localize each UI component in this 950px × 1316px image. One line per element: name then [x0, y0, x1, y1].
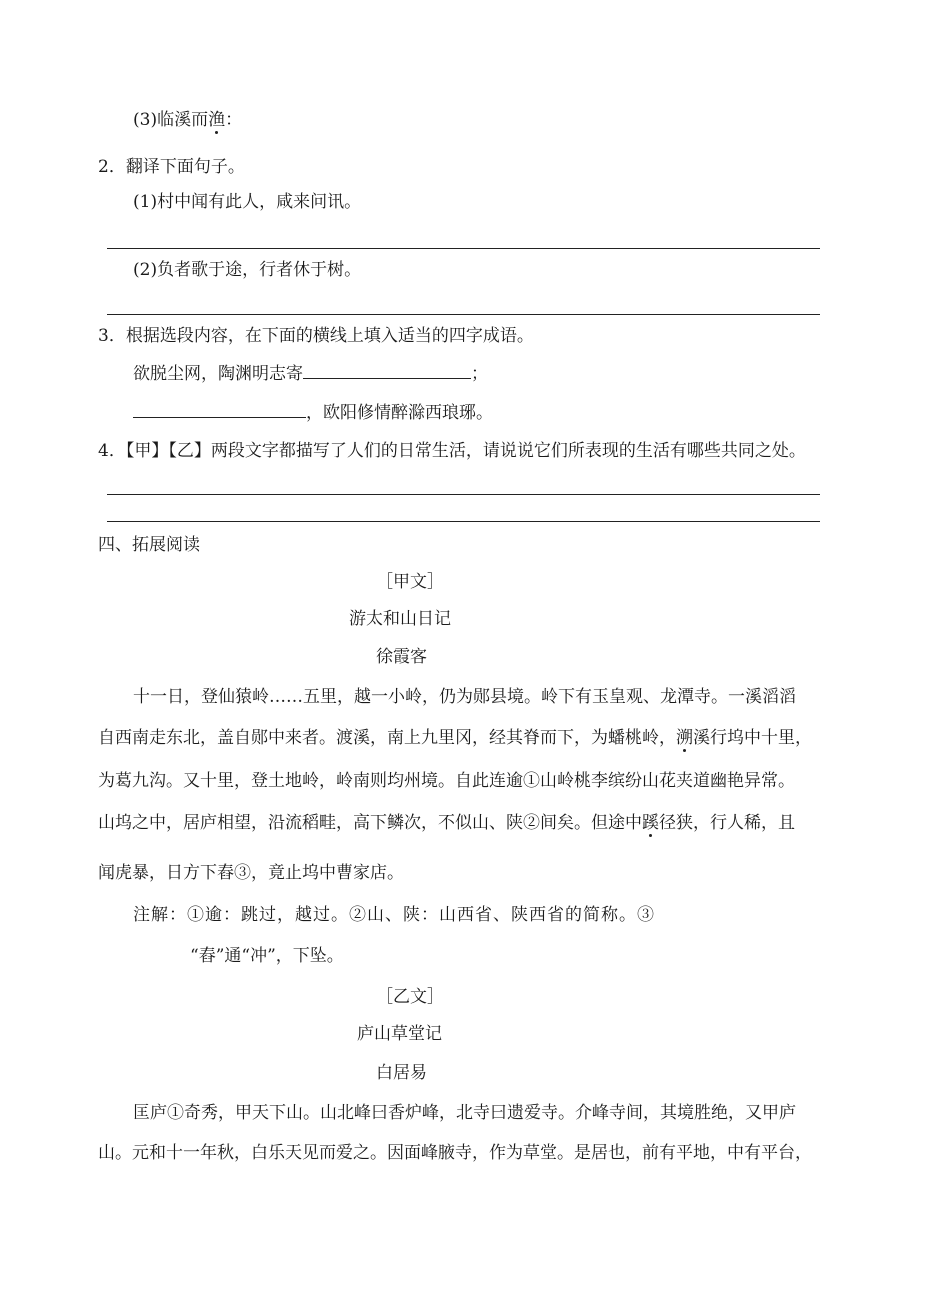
jia-line-4	[98, 811, 795, 835]
yi-author: 白居易	[376, 1063, 427, 1083]
q1-sub3-num: (3)	[133, 110, 158, 130]
yi-label: ［乙文］	[376, 987, 444, 1007]
q1-sub3	[133, 108, 242, 132]
jia-label: ［甲文］	[376, 572, 444, 592]
q3-blank-2[interactable]	[133, 401, 306, 418]
jia-line-2	[98, 726, 812, 750]
q1-sub3-post: ：	[225, 110, 243, 130]
jia-note-1: 注解：①逾：跳过，越过。②山、陕：山西省、陕西省的简称。③	[133, 905, 655, 925]
q3-line1-end: ；	[471, 364, 488, 384]
q3-line-1	[133, 362, 488, 386]
q4-answer-line-1[interactable]	[107, 494, 820, 495]
yi-title: 庐山草堂记	[357, 1024, 442, 1044]
jia-line2-dotted-char: 溯	[676, 728, 693, 748]
jia-line-1: 十一日，登仙猿岭……五里，越一小岭，仍为郧县境。岭下有玉皇观、龙潭寺。一溪滔滔	[133, 687, 796, 707]
q3-blank-1[interactable]	[303, 362, 471, 379]
jia-line4-b: 径狭，行人稀，且	[659, 813, 795, 833]
q3-title: 3．根据选段内容，在下面的横线上填入适当的四字成语。	[98, 326, 534, 346]
q4-title: 4．【甲】【乙】两段文字都描写了人们的日常生活，请说说它们所表现的生活有哪些共同之处。	[98, 441, 806, 461]
q3-line-2	[133, 401, 493, 425]
section4-heading: 四、拓展阅读	[98, 535, 200, 555]
q3-line1-text: 欲脱尘网，陶渊明志寄	[133, 364, 303, 384]
jia-line4-a: 山坞之中，居庐相望，沿流稻畦，高下鳞次，不似山、陕②间矣。但途中	[98, 813, 642, 833]
jia-line-3: 为葛九沟。又十里，登土地岭，岭南则均州境。自此连逾①山岭桃李缤纷山花夹道幽艳异常。	[98, 771, 795, 791]
yi-line-2: 山。元和十一年秋，白乐天见而爱之。因面峰腋寺，作为草堂。是居也，前有平地，中有平台，	[98, 1143, 812, 1163]
jia-note-2: “舂”通“冲”，下坠。	[190, 946, 344, 966]
jia-line-5: 闻虎暴，日方下舂③，竟止坞中曹家店。	[98, 863, 404, 883]
q1-sub3-dotted-char: 渔	[208, 110, 226, 130]
q2-sentence-2: (2)负者歌于途，行者休于树。	[133, 260, 362, 280]
yi-line-1: 匡庐①奇秀，甲天下山。山北峰曰香炉峰，北寺曰遗爱寺。介峰寺间，其境胜绝，又甲庐	[133, 1103, 796, 1123]
q2-answer-line-2[interactable]	[107, 314, 820, 315]
q3-line2-text: ，欧阳修情醉滁西琅琊。	[306, 403, 493, 423]
jia-line2-b: 溪行坞中十里，	[693, 728, 812, 748]
q2-sentence-1: (1)村中闻有此人，咸来问讯。	[133, 192, 362, 212]
jia-title: 游太和山日记	[349, 609, 451, 629]
jia-author: 徐霞客	[376, 647, 427, 667]
q1-sub3-pre: 临溪而	[157, 110, 209, 130]
q4-answer-line-2[interactable]	[107, 521, 820, 522]
q2-title: 2．翻译下面句子。	[98, 157, 245, 177]
jia-line4-dotted-char: 蹊	[642, 813, 659, 833]
q2-answer-line-1[interactable]	[107, 248, 820, 249]
jia-line2-a: 自西南走东北，盖自郧中来者。渡溪，南上九里冈，经其脊而下，为蟠桃岭，	[98, 728, 676, 748]
